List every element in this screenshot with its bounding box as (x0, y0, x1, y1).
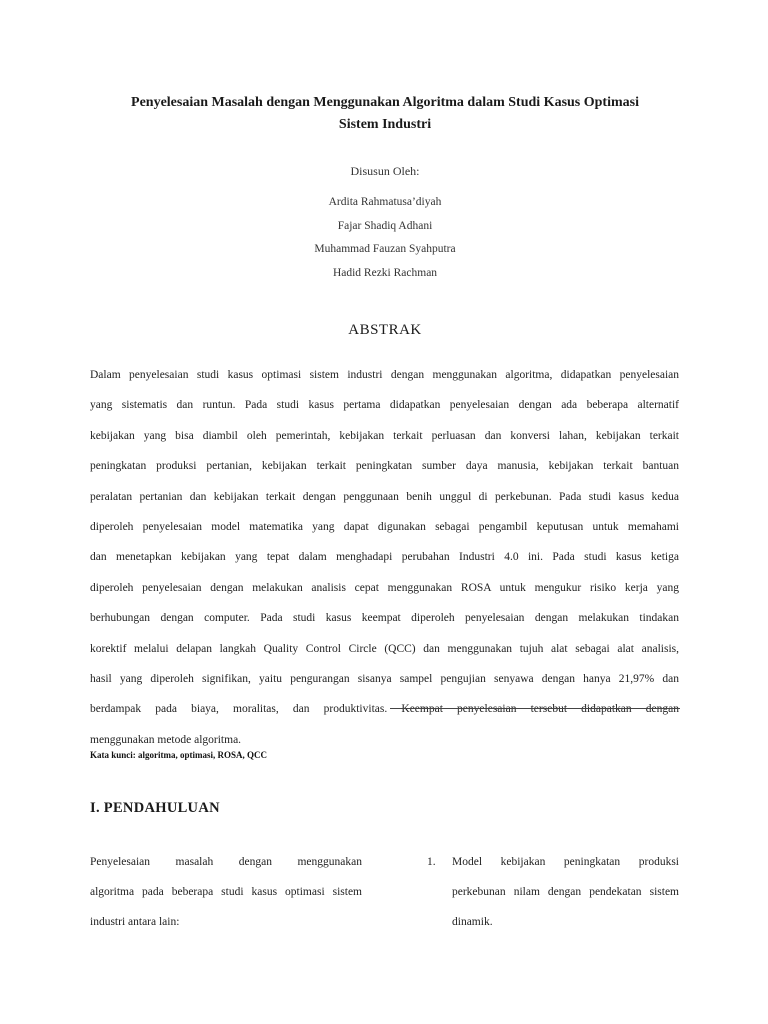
list-line: perkebunan nilam dengan pendekatan sistem (452, 886, 679, 898)
paper-title (90, 92, 680, 136)
abstract-line: hasil yang diperoleh signifikan, yaitu pengurangan sisanya sampel pengujian senyawa dengan hanya 21,97% dan (90, 673, 679, 686)
author-name: Hadid Rezki Rachman (332, 266, 438, 279)
intro-paragraph (90, 847, 362, 937)
abstract-line: menggunakan metode algoritma. (90, 733, 242, 746)
intro-line: Penyelesaian masalah dengan menggunakan (90, 856, 362, 868)
abstract-line: yang sistematis dan runtun. Pada studi kasus pertama didapatkan penyelesaian dengan ada beberapa alternatif (90, 399, 679, 412)
paper-title-line-1: Penyelesaian Masalah dengan Menggunakan Algoritma dalam Studi Kasus Optimasi (131, 95, 639, 110)
abstract-line: peralatan pertanian dan kebijakan terkait dengan penggunaan benih unggul di perkebunan. Pada studi kasus kedua (90, 490, 679, 503)
list-line: dinamik. (452, 916, 493, 928)
abstract-line: peningkatan produksi pertanian, kebijakan terkait peningkatan sumber daya manusia, kebijakan terkait bantuan (90, 460, 679, 473)
byline: Disusun Oleh: (350, 164, 420, 178)
author-name: Fajar Shadiq Adhani (337, 219, 433, 232)
abstract-line: dan menetapkan kebijakan yang tepat dalam menghadapi perubahan Industri 4.0 ini. Pada studi kasus ketiga (90, 551, 679, 564)
abstract-line: berhubungan dengan computer. Pada studi kasus keempat diperoleh penyelesaian dengan melakukan tindakan (90, 612, 679, 625)
list-line: Model kebijakan peningkatan produksi (452, 856, 679, 868)
list-number: 1. (427, 856, 436, 868)
author-list (90, 195, 680, 289)
author-name: Ardita Rahmatusa’diyah (328, 196, 442, 208)
section-heading: I. PENDAHULUAN (90, 800, 220, 816)
abstract-line: Dalam penyelesaian studi kasus optimasi sistem industri dengan menggunakan algoritma, didapatkan penyelesaian (90, 369, 679, 381)
abstract-body (90, 360, 679, 755)
keywords: Kata kunci: algoritma, optimasi, ROSA, QCC (90, 750, 268, 760)
abstract-line: berdampak pada biaya, moralitas, dan produktivitas. Keempat penyelesaian tersebut didapatkan dengan (90, 703, 679, 716)
abstract-line: diperoleh penyelesaian model matematika yang dapat digunakan sebagai pengambil keputusan untuk memahami (90, 521, 679, 534)
abstract-heading: ABSTRAK (348, 322, 422, 338)
paper-title-line-2: Sistem Industri (338, 117, 432, 132)
abstract-line: diperoleh penyelesaian dengan melakukan analisis cepat menggunakan ROSA untuk mengukur risiko kerja yang (90, 581, 679, 594)
abstract-line: korektif melalui delapan langkah Quality Control Circle (QCC) dan menggunakan tujuh alat sebagai alat analisis, (90, 642, 679, 655)
intro-line: industri antara lain: (90, 916, 180, 928)
abstract-line: kebijakan yang bisa diambil oleh pemerintah, kebijakan terkait perluasan dan konversi lahan, kebijakan terkait (90, 429, 679, 442)
list-item-text (452, 847, 679, 937)
intro-line: algoritma pada beberapa studi kasus optimasi sistem (90, 886, 362, 898)
author-name: Muhammad Fauzan Syahputra (314, 243, 456, 255)
abstract-divider (390, 708, 680, 709)
